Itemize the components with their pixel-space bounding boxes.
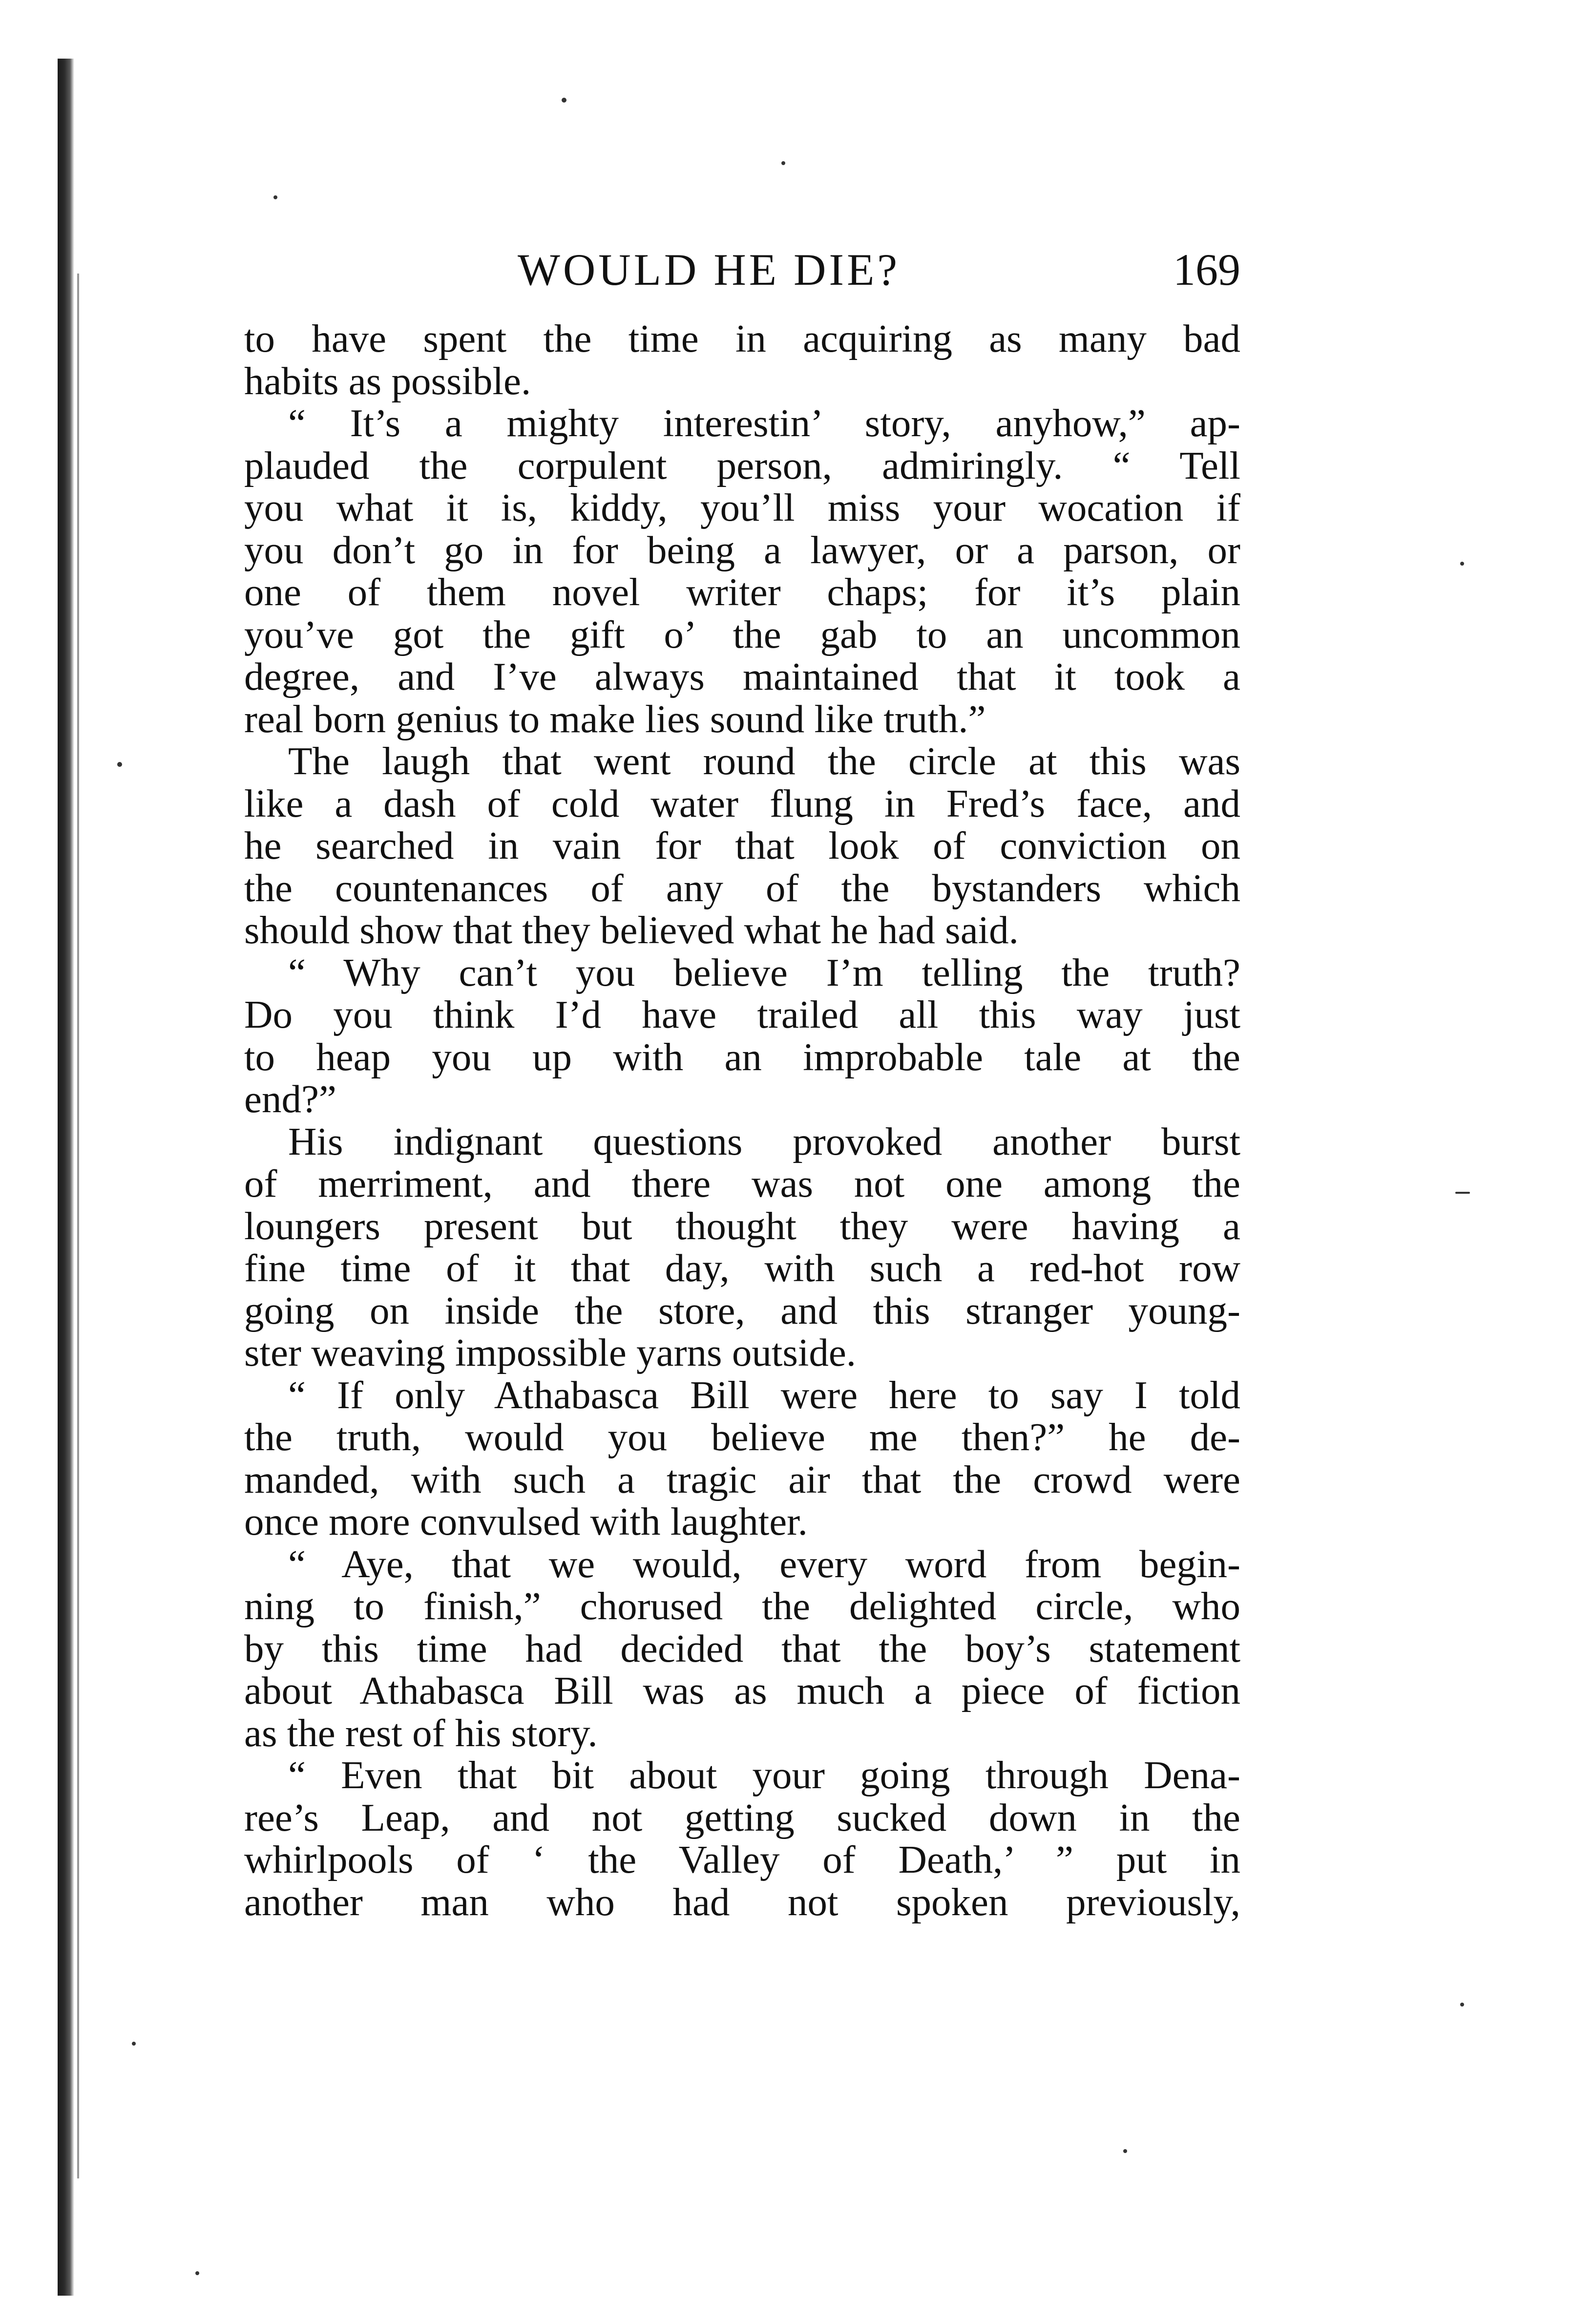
page-binding-shadow xyxy=(77,274,79,2178)
text-line: manded, with such a tragic air that the crowd were xyxy=(244,1457,1240,1501)
scan-speck xyxy=(1123,2149,1127,2153)
text-line: end?” xyxy=(244,1077,336,1121)
text-line: ster weaving impossible yarns outside. xyxy=(244,1331,857,1374)
text-line: ree’s Leap, and not getting sucked down in the xyxy=(244,1795,1240,1839)
scan-speck xyxy=(132,2042,136,2046)
text-line: should show that they believed what he had said. xyxy=(244,908,1019,952)
running-head xyxy=(244,234,1240,308)
text-line: “ Aye, that we would, every word from begin- xyxy=(288,1542,1240,1586)
text-line: His indignant questions provoked another burst xyxy=(288,1119,1240,1163)
running-head-title: WOULD HE DIE? xyxy=(518,245,901,295)
text-line: “ It’s a mighty interestin’ story, anyhow,” ap- xyxy=(288,401,1240,445)
text-line: “ Why can’t you believe I’m telling the truth? xyxy=(288,950,1240,994)
text-line: to have spent the time in acquiring as many bad xyxy=(244,317,1240,360)
text-line: by this time had decided that the boy’s statement xyxy=(244,1626,1240,1670)
text-line: habits as possible. xyxy=(244,359,531,403)
body-text xyxy=(244,317,1240,1923)
text-line: loungers present but thought they were having a xyxy=(244,1204,1240,1248)
text-line: the truth, would you believe me then?” he de- xyxy=(244,1415,1240,1459)
text-line: another man who had not spoken previously, xyxy=(244,1880,1240,1924)
text-line: whirlpools of ‘ the Valley of Death,’ ” put in xyxy=(244,1838,1240,1881)
text-line: once more convulsed with laughter. xyxy=(244,1500,808,1543)
scan-speck xyxy=(117,762,122,767)
text-line: of merriment, and there was not one among the xyxy=(244,1162,1240,1205)
text-line: going on inside the store, and this stranger young- xyxy=(244,1288,1240,1332)
scan-speck xyxy=(1455,1192,1470,1194)
text-line: to heap you up with an improbable tale at the xyxy=(244,1035,1240,1079)
text-line: plauded the corpulent person, admiringly. “ Tell xyxy=(244,443,1240,487)
scan-speck xyxy=(781,161,785,165)
text-line: ning to finish,” chorused the delighted circle, who xyxy=(244,1584,1240,1628)
scan-speck xyxy=(273,195,277,199)
text-line: fine time of it that day, with such a red-hot row xyxy=(244,1246,1240,1290)
text-line: degree, and I’ve always maintained that it took a xyxy=(244,655,1240,698)
text-line: you’ve got the gift o’ the gab to an uncommon xyxy=(244,612,1240,656)
text-line: he searched in vain for that look of conviction on xyxy=(244,824,1240,867)
scan-speck xyxy=(195,2271,199,2275)
text-line: The laugh that went round the circle at this was xyxy=(288,739,1240,783)
text-line: like a dash of cold water flung in Fred’s face, and xyxy=(244,781,1240,825)
text-line: one of them novel writer chaps; for it’s plain xyxy=(244,570,1240,614)
scan-speck xyxy=(1460,562,1464,566)
text-line: Do you think I’d have trailed all this way just xyxy=(244,993,1240,1036)
text-line: you don’t go in for being a lawyer, or a parson, or xyxy=(244,528,1240,572)
page-number: 169 xyxy=(1173,245,1240,295)
text-line: real born genius to make lies sound like truth.” xyxy=(244,697,986,741)
page-binding-edge xyxy=(58,59,74,2296)
text-line: “ If only Athabasca Bill were here to say I told xyxy=(288,1373,1240,1417)
text-line: the countenances of any of the bystanders which xyxy=(244,866,1240,910)
text-line: you what it is, kiddy, you’ll miss your wocation if xyxy=(244,486,1240,529)
scan-speck xyxy=(562,98,566,103)
text-line: as the rest of his story. xyxy=(244,1711,598,1755)
scan-speck xyxy=(1460,2003,1464,2007)
text-line: about Athabasca Bill was as much a piece of fiction xyxy=(244,1669,1240,1712)
text-line: “ Even that bit about your going through Dena- xyxy=(288,1753,1240,1797)
